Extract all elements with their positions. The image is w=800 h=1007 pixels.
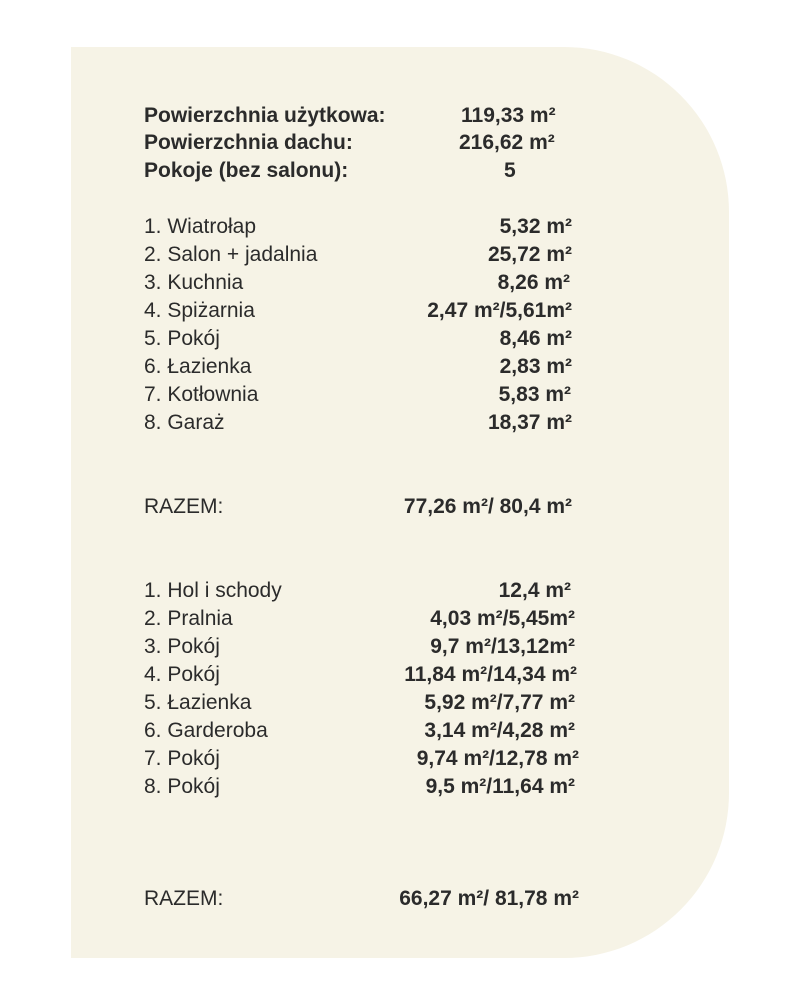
room-label: 7. Pokój: [144, 747, 220, 770]
room-area: 5,92 m²/7,77 m²: [424, 691, 575, 714]
room-label: 1. Wiatrołap: [144, 215, 257, 238]
total-value: 77,26 m²/ 80,4 m²: [403, 495, 572, 518]
room-area: 5,83 m²: [498, 383, 571, 406]
room-area: 18,37 m²: [487, 411, 572, 434]
room-area: 11,84 m²/14,34 m²: [404, 663, 577, 686]
room-area: 3,14 m²/4,28 m²: [424, 719, 575, 742]
total-label: RAZEM:: [144, 495, 224, 518]
room-area: 12,4 m²: [498, 579, 571, 602]
total-value: 66,27 m²/ 81,78 m²: [399, 887, 579, 910]
room-area: 4,03 m²/5,45m²: [430, 607, 575, 630]
room-area: 2,47 m²/5,61m²: [427, 299, 572, 322]
room-label: 5. Pokój: [144, 327, 220, 350]
room-label: 2. Pralnia: [144, 607, 233, 630]
room-label: 8. Garaż: [144, 411, 225, 434]
room-label: 6. Łazienka: [144, 355, 252, 378]
usable-area-label: Powierzchnia użytkowa:: [144, 104, 386, 127]
room-area: 5,32 m²: [499, 215, 572, 238]
rooms-count-label: Pokoje (bez salonu):: [144, 159, 349, 182]
room-area: 25,72 m²: [487, 243, 572, 266]
room-area: 9,5 m²/11,64 m²: [425, 775, 575, 798]
roof-area-value: 216,62 m²: [459, 131, 555, 154]
usable-area-value: 119,33 m²: [461, 104, 556, 127]
room-label: 6. Garderoba: [144, 719, 268, 742]
room-area: 8,26 m²: [497, 271, 570, 294]
room-label: 4. Spiżarnia: [144, 299, 255, 322]
room-area: 9,7 m²/13,12m²: [430, 635, 575, 658]
room-label: 5. Łazienka: [144, 691, 252, 714]
room-label: 3. Kuchnia: [144, 271, 244, 294]
room-label: 8. Pokój: [144, 775, 220, 798]
room-area: 2,83 m²: [499, 355, 572, 378]
room-label: 1. Hol i schody: [144, 579, 282, 602]
total-label: RAZEM:: [144, 887, 224, 910]
room-label: 4. Pokój: [144, 663, 220, 686]
room-label: 2. Salon + jadalnia: [144, 243, 318, 266]
room-area: 9,74 m²/12,78 m²: [416, 747, 579, 770]
room-area: 8,46 m²: [499, 327, 572, 350]
room-label: 3. Pokój: [144, 635, 220, 658]
rooms-count-value: 5: [504, 159, 516, 182]
roof-area-label: Powierzchnia dachu:: [144, 131, 353, 154]
room-label: 7. Kotłownia: [144, 383, 259, 406]
